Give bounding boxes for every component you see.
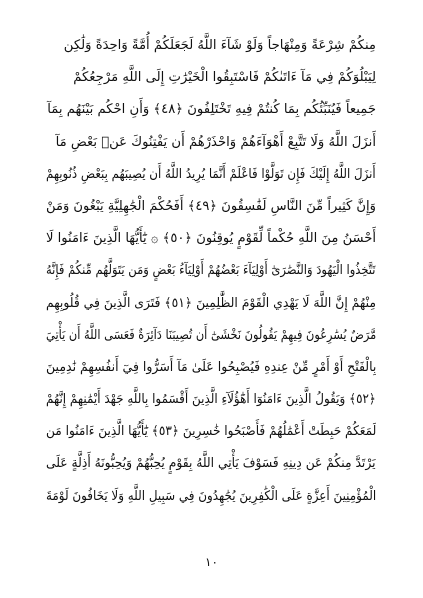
text-line bbox=[46, 159, 376, 191]
line-text: أَحْسَنُ مِنَ اللَّهِ حُكْماً لِّقَوْمٍ يُوقِنُونَ ﴿٥٠﴾ ۞ يَٰٓأَيُّهَا الَّذِينَ ءَامَنُوا لَا bbox=[46, 231, 376, 247]
line-text: ﴿٥٢﴾ وَيَقُولُ الَّذِينَ ءَامَنُوٓا أَهَٰٓؤُلَآءِ الَّذِينَ أَقْسَمُوا بِاللَّهِ جَهْدَ أَيْمَٰنِهِمْ إِنَّهُمْ bbox=[46, 392, 376, 408]
text-line bbox=[46, 30, 376, 62]
text-line bbox=[46, 481, 376, 513]
line-text: يَرْتَدَّ مِنكُمْ عَن دِينِهِ فَسَوْفَ يَأْتِي اللَّهُ بِقَوْمٍ يُحِبُّهُمْ وَيُحِبُّونَهُ أَذِلَّةٍ عَلَى bbox=[46, 456, 376, 472]
line-text: لَمَعَكُمْ حَبِطَتْ أَعْمَٰلُهُمْ فَأَصْبَحُوا خَٰسِرِينَ ﴿٥٣﴾ يَٰٓأَيُّهَا الَّذِينَ ءَامَنُوا مَن bbox=[46, 424, 376, 440]
text-line bbox=[46, 255, 376, 287]
line-text: جَمِيعاً فَيُنَبِّئُكُم بِمَا كُنتُمْ فِيهِ تَخْتَلِفُونَ ﴿٤٨﴾ وَأَنِ احْكُم بَيْنَهُم بِمَآ bbox=[47, 102, 376, 118]
line-text: مِنْهُمْ إِنَّ اللَّهَ لَا يَهْدِي الْقَوْمَ الظَّٰلِمِينَ ﴿٥١﴾ فَتَرَى الَّذِينَ فِي قُلُوبِهِم bbox=[46, 295, 376, 311]
line-text: مَّرَضٌ يُسَٰرِعُونَ فِيهِمْ يَقُولُونَ نَخْشَىٰٓ أَن تُصِيبَنَا دَآئِرَةٌ فَعَسَى اللَّهُ أَن يَأْتِيَ bbox=[46, 327, 376, 343]
line-text: أَنزَلَ اللَّهُ إِلَيْكَ فَإِن تَوَلَّوْا فَاعْلَمْ أَنَّمَا يُرِيدُ اللَّهُ أَن يُصِيبَهُم بِبَعْضِ ذُنُوبِهِمْ bbox=[46, 166, 376, 182]
text-line bbox=[46, 448, 376, 480]
text-line bbox=[46, 191, 376, 223]
text-line bbox=[46, 223, 376, 255]
text-line bbox=[46, 127, 376, 159]
line-text: الْمُؤْمِنِينَ أَعِزَّةٍ عَلَى الْكَٰفِرِينَ يُجَٰهِدُونَ فِي سَبِيلِ اللَّهِ وَلَا يَخَافُونَ لَوْمَةَ bbox=[46, 488, 376, 504]
line-text: تَتَّخِذُوا الْيَهُودَ وَالنَّصَٰرَىٰٓ أَوْلِيَآءَ بَعْضُهُمْ أَوْلِيَآءُ بَعْضٍ وَمَن يَتَوَلَّهُم مِّنكُمْ فَإِنَّهُ bbox=[46, 263, 376, 279]
line-text: مِنكُمْ شِرْعَةً وَمِنْهَاجاً وَلَوْ شَآءَ اللَّهُ لَجَعَلَكُمْ أُمَّةً وَاحِدَةً وَلَٰكِن bbox=[63, 38, 376, 53]
text-line bbox=[46, 384, 376, 416]
line-text: أَنزَلَ اللَّهُ وَلَا تَتَّبِعْ أَهْوَآءَهُمْ وَاحْذَرْهُمْ أَن يَفْتِنُوكَ عَنۢ بَعْضِ مَآ bbox=[55, 134, 376, 150]
text-line bbox=[46, 352, 376, 384]
page-number: ١٠ bbox=[205, 555, 218, 569]
text-line bbox=[46, 94, 376, 126]
text-line bbox=[46, 320, 376, 352]
text-line bbox=[46, 62, 376, 94]
quran-text-block bbox=[46, 30, 376, 513]
text-line bbox=[46, 416, 376, 448]
line-text: لِيَبْلُوَكُمْ فِي مَآ ءَاتَىٰكُمْ فَاسْتَبِقُوا الْخَيْرَٰتِ إِلَى اللَّهِ مَرْجِعُكُمْ bbox=[73, 70, 376, 86]
line-text: بِالْفَتْحِ أَوْ أَمْرٍ مِّنْ عِندِهِ فَيُصْبِحُوا عَلَىٰ مَآ أَسَرُّوا فِيٓ أَنفُسِهِمْ نَٰدِمِينَ bbox=[46, 359, 376, 375]
text-line bbox=[46, 288, 376, 320]
line-text: وَإِنَّ كَثِيراً مِّنَ النَّاسِ لَفَٰسِقُونَ ﴿٤٩﴾ أَفَحُكْمَ الْجَٰهِلِيَّةِ يَبْغُونَ وَمَنْ bbox=[46, 198, 376, 214]
